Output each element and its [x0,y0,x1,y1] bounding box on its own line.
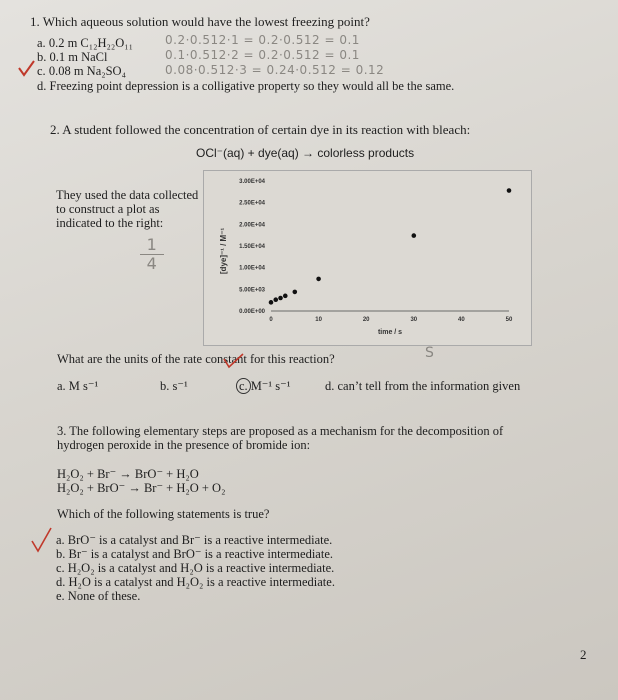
y-tick-label: 0.00E+00 [239,309,265,315]
q1-option-d [37,79,454,93]
q1-question: 1. Which aqueous solution would have the lowest freezing point? [30,14,370,29]
units-option-d: d. can’t tell from the information given [325,379,521,393]
score-numerator: 1 [146,235,158,254]
q1-work-a: 0.2·0.512·1 = 0.2·0.512 = 0.1 [165,33,360,47]
y-tick-label: 5.00E+03 [239,287,265,294]
q2-equation: OCl⁻(aq) + dye(aq) → colorless products [196,146,415,160]
q3-question-line-2: hydrogen peroxide in the presence of bromide ion: [57,438,311,452]
q2-question: 2. A student followed the concentration of certain dye in its reaction with bleach: [50,122,471,137]
q3-option-c: c. H₂O₂ is a catalyst and H₂O is a reactive intermediate. [56,561,335,575]
score-note [140,236,164,273]
q1-option-b-letter: b. [37,50,47,64]
q1-option-a [37,36,133,50]
units-option-b: b. s⁻¹ [160,379,188,393]
units-option-c-text: M⁻¹ s⁻¹ [250,379,291,393]
q3-check-mark-icon [30,527,52,553]
q3-which: Which of the following statements is true? [57,507,270,521]
q1-option-d-text: Freezing point depression is a colligative property so they would all be the same. [49,79,455,93]
q1-option-b [37,50,107,64]
units-option-c [236,379,290,393]
handwritten-s: S [425,345,435,361]
x-tick-label: 50 [505,317,513,323]
scatter-chart [203,170,532,346]
q3-question-line-1: 3. The following elementary steps are proposed as a mechanism for the decomposition of [57,424,504,438]
data-point [273,297,278,302]
y-tick-label: 1.00E+04 [239,265,265,272]
q1-work-b: 0.1·0.512·2 = 0.2·0.512 = 0.1 [165,48,360,62]
y-tick-label: 2.00E+04 [239,222,265,229]
score-denominator: 4 [146,254,158,273]
q1-option-d-letter: d. [37,79,47,93]
data-point [283,294,288,299]
q3-step-1: H₂O₂ + Br⁻ → BrO⁻ + H₂O [57,467,199,481]
x-tick-label: 10 [315,317,322,323]
data-point [316,277,321,282]
q2-side-text-3: indicated to the right: [56,216,164,230]
y-axis-label: [dye]⁻¹ / M⁻¹ [219,227,228,275]
q2-side-text-2: to construct a plot as [56,202,160,216]
q3-option-e: e. None of these. [56,589,141,603]
q1-option-b-text: 0.1 m NaCl [49,50,108,64]
y-tick-label: 2.50E+04 [239,200,265,207]
data-point [507,188,512,193]
data-point [293,290,298,295]
x-tick-label: 30 [410,317,418,323]
x-axis-label: time / s [377,329,403,336]
q3-step-2: H₂O₂ + BrO⁻ → Br⁻ + H₂O + O₂ [57,481,226,495]
units-question: What are the units of the rate constant for this reaction? [57,352,335,366]
q3-option-b: b. Br⁻ is a catalyst and BrO⁻ is a reactive intermediate. [56,547,333,561]
data-point [269,300,274,305]
q1-option-c-text: 0.08 m Na₂SO₄ [48,64,126,78]
q1-option-c [37,64,126,78]
q1-option-a-letter: a. [37,36,46,50]
y-tick-label: 1.50E+04 [239,244,265,250]
units-check-mark-icon [222,353,244,369]
q3-option-a: a. BrO⁻ is a catalyst and Br⁻ is a reactive intermediate. [56,533,333,547]
data-point [278,296,283,301]
q1-option-c-letter: c. [37,64,46,78]
units-option-c-circled-letter: c. [236,378,251,394]
page-number: 2 [580,647,587,662]
q1-option-a-text: 0.2 m C₁₂H₂₂O₁₁ [48,36,133,50]
units-option-a: a. M s⁻¹ [57,379,99,393]
q3-option-d: d. H₂O is a catalyst and H₂O₂ is a reactive intermediate. [56,575,335,589]
q1-work-c: 0.08·0.512·3 = 0.24·0.512 = 0.12 [165,63,385,77]
x-tick-label: 20 [362,317,370,323]
q2-side-text-1: They used the data collected [56,188,199,202]
q1-check-mark-icon [17,60,35,78]
x-tick-label: 0 [269,317,273,323]
x-tick-label: 40 [458,317,465,323]
y-tick-label: 3.00E+04 [239,179,265,185]
data-point [412,233,417,238]
